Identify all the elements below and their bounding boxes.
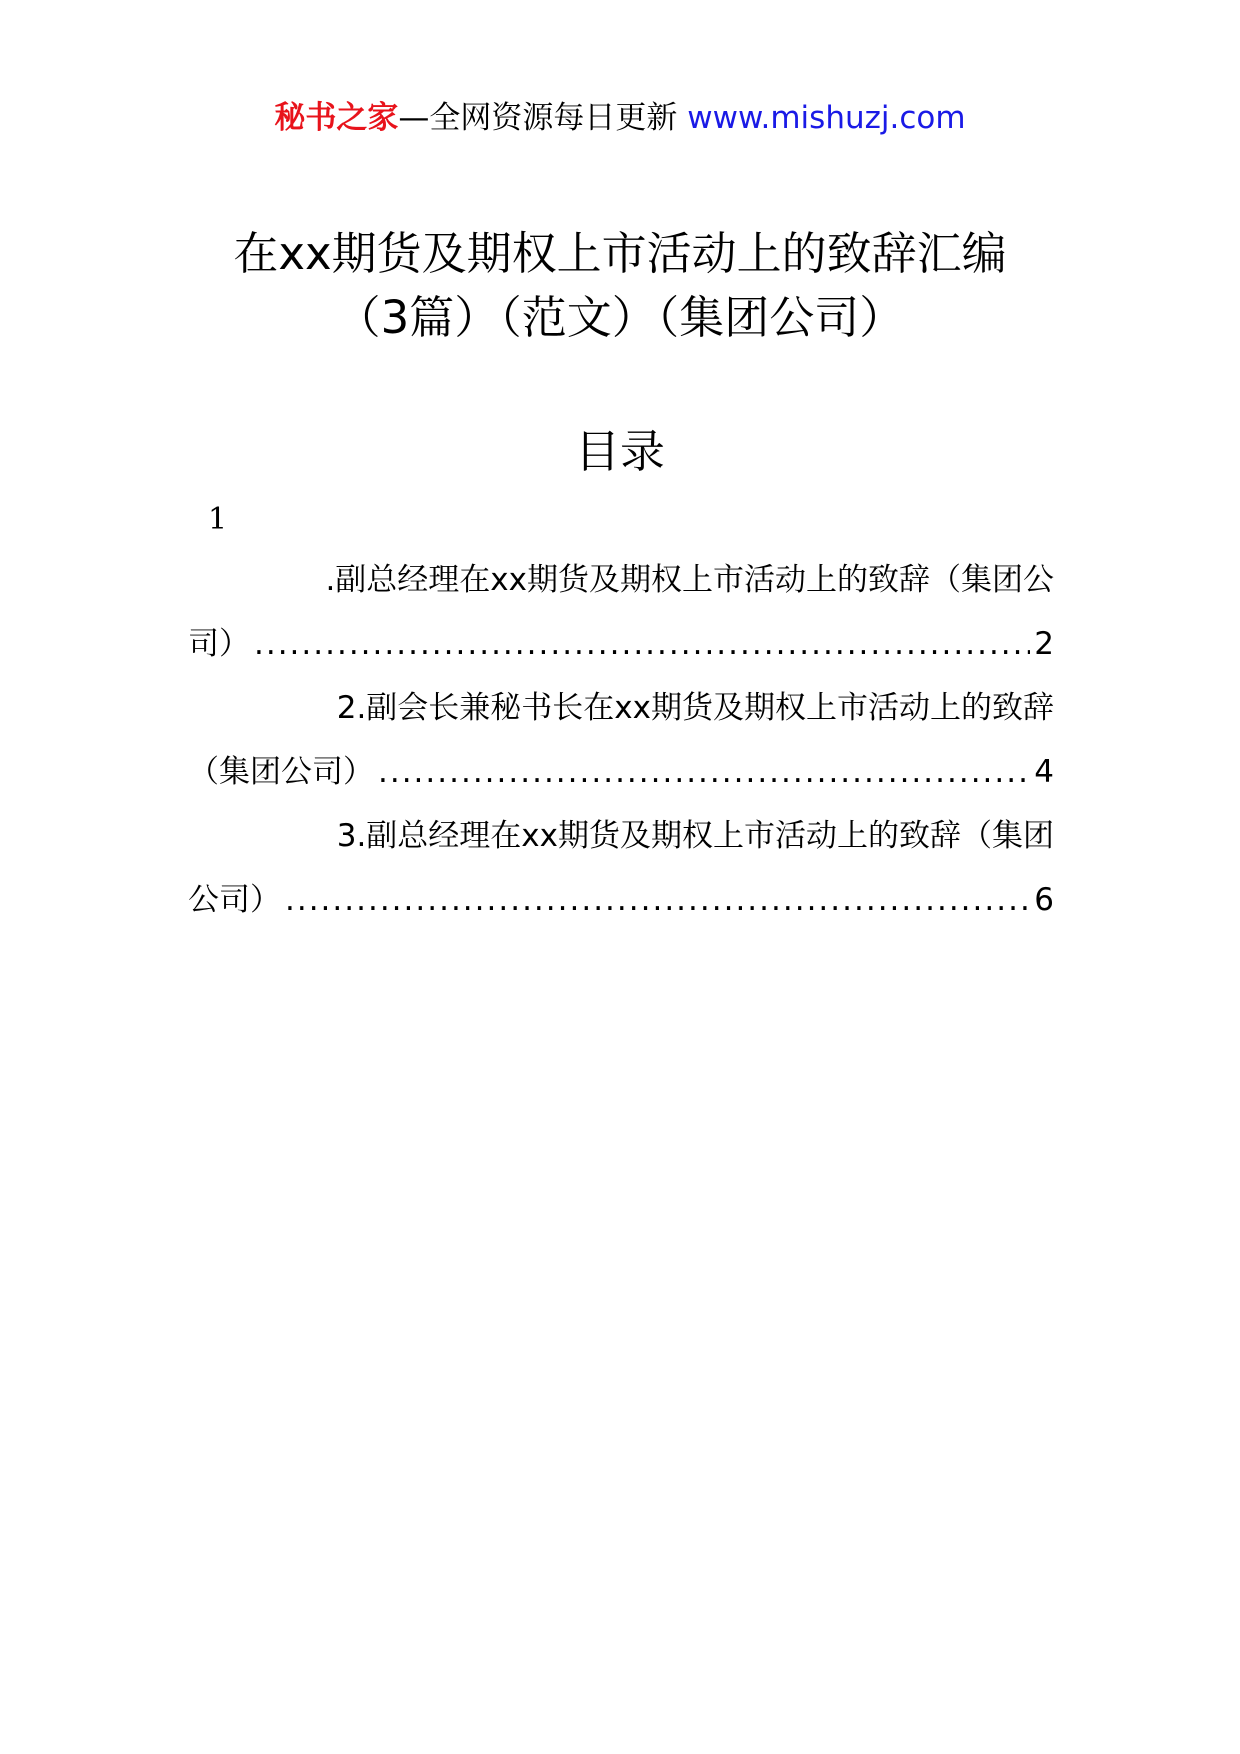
toc-heading: 目录 bbox=[574, 425, 665, 478]
toc-entry-title-line-2 bbox=[188, 868, 1054, 932]
toc-entry-1-number: 1 bbox=[208, 502, 228, 537]
document-title bbox=[0, 222, 1240, 350]
toc-entry-title-end: （集团公司） bbox=[188, 754, 374, 790]
site-tagline: —全网资源每日更新 bbox=[398, 100, 678, 136]
toc-entry-2[interactable] bbox=[188, 676, 1054, 804]
toc-dot-leader bbox=[378, 740, 1030, 804]
brand-name: 秘书之家 bbox=[274, 100, 399, 136]
toc-entry-title-line-1: 3.副总经理在xx期货及期权上市活动上的致辞（集团 bbox=[336, 818, 1054, 854]
toc-entry-1[interactable] bbox=[188, 548, 1054, 676]
document-title-line-2: （3篇）（范文）（集团公司） bbox=[335, 291, 905, 344]
toc-page-number: 2 bbox=[1034, 626, 1054, 662]
site-url-link[interactable]: www.mishuzj.com bbox=[687, 100, 966, 136]
toc-entry-title-line-1: 2.副会长兼秘书长在xx期货及期权上市活动上的致辞 bbox=[336, 690, 1054, 726]
site-header bbox=[0, 98, 1240, 138]
toc-page-number: 4 bbox=[1034, 754, 1054, 790]
toc-dot-leader bbox=[285, 868, 1030, 932]
toc-page-number: 6 bbox=[1034, 882, 1054, 918]
document-title-line-1: 在xx期货及期权上市活动上的致辞汇编 bbox=[233, 227, 1007, 280]
toc-entry-title-line-1: .副总经理在xx期货及期权上市活动上的致辞（集团公 bbox=[325, 562, 1054, 598]
toc-entry-3[interactable] bbox=[188, 804, 1054, 932]
toc-dot-leader bbox=[254, 612, 1030, 676]
toc-entry-title-end: 公司） bbox=[188, 882, 281, 918]
toc-entry-title-line-2 bbox=[188, 740, 1054, 804]
toc-entry-title-line-2 bbox=[188, 612, 1054, 676]
toc-entry-title-end: 司） bbox=[188, 626, 250, 662]
